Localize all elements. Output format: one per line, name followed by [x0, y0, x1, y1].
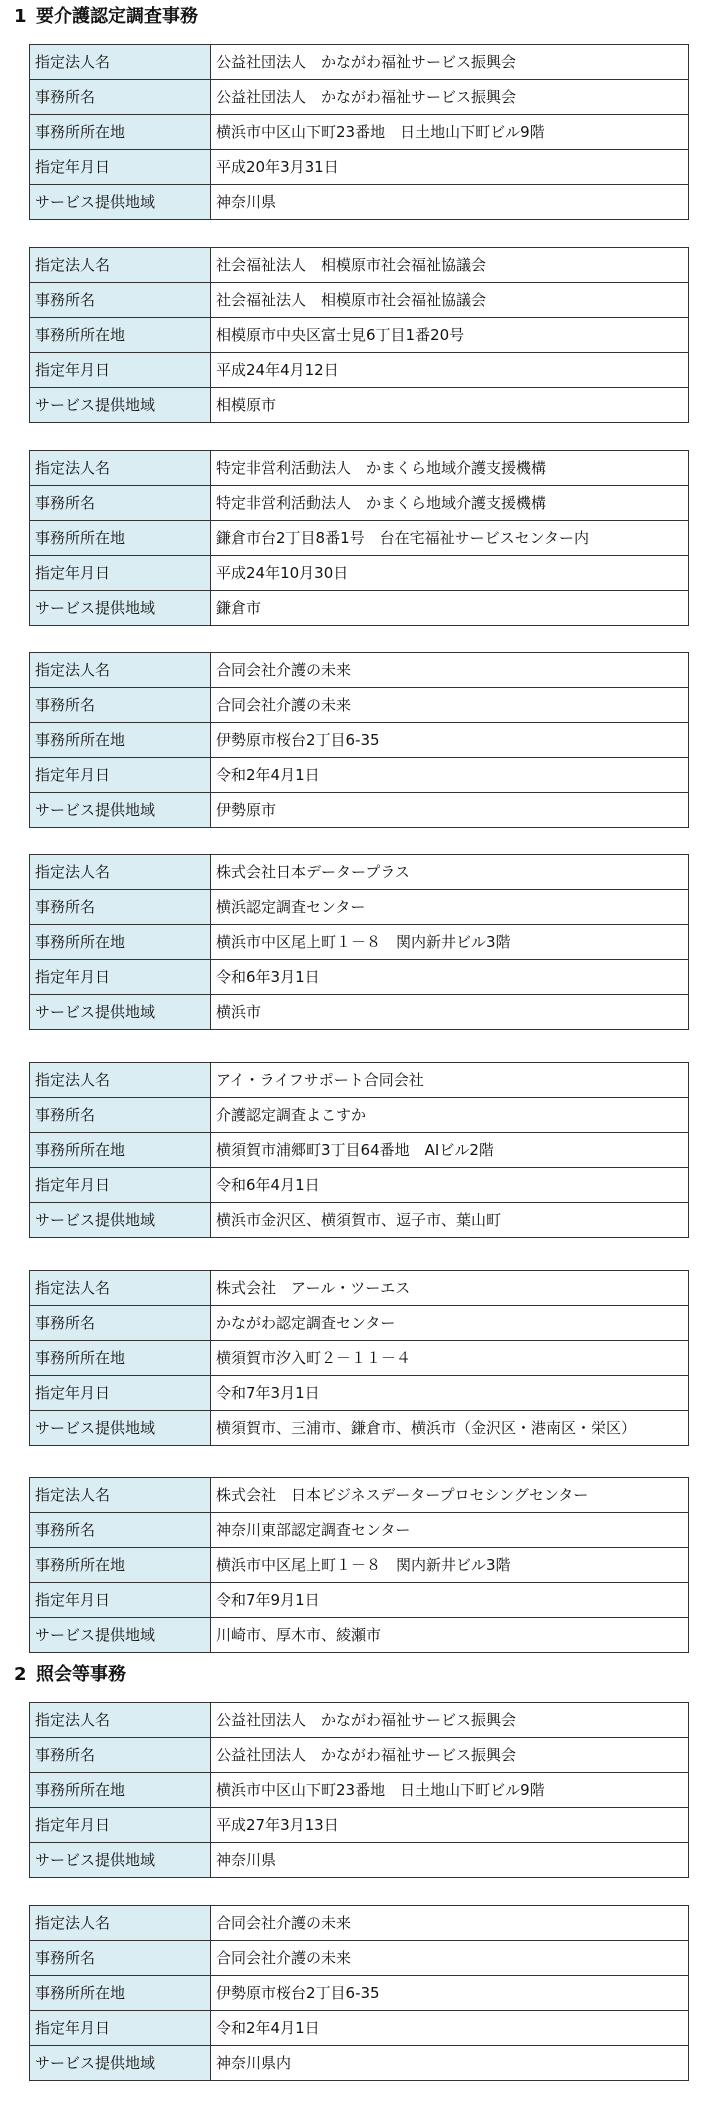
- field-value: 横浜市中区尾上町１－８ 関内新井ビル3階: [211, 925, 689, 960]
- field-label: 事務所名: [30, 688, 211, 723]
- table-row: [30, 1548, 689, 1583]
- field-label: サービス提供地域: [30, 1203, 211, 1238]
- field-value: 伊勢原市桜台2丁目6-35: [211, 1976, 689, 2011]
- field-label: サービス提供地域: [30, 185, 211, 220]
- field-label: 指定年月日: [30, 1376, 211, 1411]
- section-number: 1: [14, 6, 27, 27]
- field-value: 令和2年4月1日: [211, 2011, 689, 2046]
- field-label: サービス提供地域: [30, 1618, 211, 1653]
- field-label: 指定年月日: [30, 960, 211, 995]
- field-value: 令和6年4月1日: [211, 1168, 689, 1203]
- field-label: 指定年月日: [30, 556, 211, 591]
- field-value: 平成24年4月12日: [211, 353, 689, 388]
- table-row: [30, 1168, 689, 1203]
- provider-table: [29, 1062, 689, 1238]
- field-label: 指定年月日: [30, 1168, 211, 1203]
- table-row: [30, 1583, 689, 1618]
- field-value: 平成20年3月31日: [211, 150, 689, 185]
- table-row: [30, 248, 689, 283]
- field-label: 指定法人名: [30, 855, 211, 890]
- table-row: [30, 1703, 689, 1738]
- field-label: 事務所所在地: [30, 318, 211, 353]
- field-value: 令和7年9月1日: [211, 1583, 689, 1618]
- table-row: [30, 995, 689, 1030]
- field-label: 指定年月日: [30, 758, 211, 793]
- table-row: [30, 1941, 689, 1976]
- field-value: 伊勢原市桜台2丁目6-35: [211, 723, 689, 758]
- provider-table: [29, 854, 689, 1030]
- field-value: 横浜市金沢区、横須賀市、逗子市、葉山町: [211, 1203, 689, 1238]
- section-title-text: 要介護認定調査事務: [36, 6, 198, 27]
- table-row: [30, 653, 689, 688]
- table-row: [30, 960, 689, 995]
- table-row: [30, 1306, 689, 1341]
- field-label: 指定法人名: [30, 451, 211, 486]
- field-value: 令和7年3月1日: [211, 1376, 689, 1411]
- field-value: 伊勢原市: [211, 793, 689, 828]
- field-value: 特定非営利活動法人 かまくら地域介護支援機構: [211, 451, 689, 486]
- table-row: [30, 115, 689, 150]
- field-label: サービス提供地域: [30, 2046, 211, 2081]
- table-row: [30, 1906, 689, 1941]
- field-label: サービス提供地域: [30, 793, 211, 828]
- table-row: [30, 451, 689, 486]
- table-row: [30, 80, 689, 115]
- field-label: 指定法人名: [30, 1703, 211, 1738]
- field-value: 鎌倉市: [211, 591, 689, 626]
- field-label: 指定法人名: [30, 248, 211, 283]
- field-label: 事務所所在地: [30, 1341, 211, 1376]
- field-value: 横浜市中区山下町23番地 日土地山下町ビル9階: [211, 1773, 689, 1808]
- field-value: かながわ認定調査センター: [211, 1306, 689, 1341]
- field-value: 横浜認定調査センター: [211, 890, 689, 925]
- field-label: 指定年月日: [30, 1808, 211, 1843]
- field-label: 事務所所在地: [30, 1773, 211, 1808]
- table-row: [30, 1063, 689, 1098]
- field-label: 事務所所在地: [30, 1548, 211, 1583]
- field-value: 令和2年4月1日: [211, 758, 689, 793]
- field-value: 公益社団法人 かながわ福祉サービス振興会: [211, 80, 689, 115]
- table-row: [30, 1513, 689, 1548]
- field-label: サービス提供地域: [30, 995, 211, 1030]
- section-title-text: 照会等事務: [36, 1664, 126, 1685]
- field-value: 合同会社介護の未来: [211, 688, 689, 723]
- field-label: 事務所名: [30, 283, 211, 318]
- field-label: 事務所名: [30, 1098, 211, 1133]
- field-value: 神奈川県: [211, 185, 689, 220]
- field-label: 事務所所在地: [30, 1976, 211, 2011]
- field-value: 株式会社 日本ビジネスデータープロセシングセンター: [211, 1478, 689, 1513]
- table-row: [30, 1976, 689, 2011]
- table-row: [30, 1203, 689, 1238]
- field-value: 相模原市中央区富士見6丁目1番20号: [211, 318, 689, 353]
- field-label: 事務所名: [30, 890, 211, 925]
- field-label: サービス提供地域: [30, 1411, 211, 1446]
- field-value: 株式会社日本データープラス: [211, 855, 689, 890]
- table-row: [30, 2011, 689, 2046]
- table-row: [30, 353, 689, 388]
- table-row: [30, 1376, 689, 1411]
- field-label: 事務所所在地: [30, 925, 211, 960]
- field-value: アイ・ライフサポート合同会社: [211, 1063, 689, 1098]
- field-label: 指定法人名: [30, 45, 211, 80]
- field-value: 相模原市: [211, 388, 689, 423]
- field-value: 神奈川東部認定調査センター: [211, 1513, 689, 1548]
- table-row: [30, 591, 689, 626]
- field-value: 社会福祉法人 相模原市社会福祉協議会: [211, 248, 689, 283]
- field-label: 事務所名: [30, 80, 211, 115]
- field-label: 事務所所在地: [30, 1133, 211, 1168]
- field-label: 事務所所在地: [30, 115, 211, 150]
- field-label: 事務所名: [30, 1306, 211, 1341]
- field-value: 横須賀市、三浦市、鎌倉市、横浜市（金沢区・港南区・栄区）: [211, 1411, 689, 1446]
- table-row: [30, 1133, 689, 1168]
- field-value: 神奈川県: [211, 1843, 689, 1878]
- table-row: [30, 1808, 689, 1843]
- table-row: [30, 1411, 689, 1446]
- field-label: サービス提供地域: [30, 1843, 211, 1878]
- table-row: [30, 758, 689, 793]
- field-value: 川崎市、厚木市、綾瀬市: [211, 1618, 689, 1653]
- table-row: [30, 521, 689, 556]
- field-value: 合同会社介護の未来: [211, 1941, 689, 1976]
- table-row: [30, 283, 689, 318]
- provider-table: [29, 1477, 689, 1653]
- table-row: [30, 318, 689, 353]
- section-title: [14, 1664, 698, 1686]
- table-row: [30, 855, 689, 890]
- field-label: 事務所名: [30, 1513, 211, 1548]
- field-label: 指定法人名: [30, 1478, 211, 1513]
- table-row: [30, 723, 689, 758]
- table-row: [30, 556, 689, 591]
- field-value: 公益社団法人 かながわ福祉サービス振興会: [211, 1738, 689, 1773]
- field-value: 公益社団法人 かながわ福祉サービス振興会: [211, 45, 689, 80]
- field-label: 事務所所在地: [30, 723, 211, 758]
- table-row: [30, 1271, 689, 1306]
- field-label: 指定法人名: [30, 653, 211, 688]
- field-value: 横須賀市浦郷町3丁目64番地 AIビル2階: [211, 1133, 689, 1168]
- provider-table: [29, 44, 689, 220]
- field-value: 社会福祉法人 相模原市社会福祉協議会: [211, 283, 689, 318]
- table-row: [30, 890, 689, 925]
- field-label: 事務所名: [30, 1941, 211, 1976]
- field-value: 介護認定調査よこすか: [211, 1098, 689, 1133]
- table-row: [30, 925, 689, 960]
- field-value: 株式会社 アール・ツーエス: [211, 1271, 689, 1306]
- table-row: [30, 688, 689, 723]
- field-label: 指定年月日: [30, 353, 211, 388]
- field-label: 指定法人名: [30, 1271, 211, 1306]
- section-title: [14, 6, 698, 28]
- table-row: [30, 1478, 689, 1513]
- field-label: 指定法人名: [30, 1063, 211, 1098]
- field-label: 事務所所在地: [30, 521, 211, 556]
- field-label: 指定年月日: [30, 2011, 211, 2046]
- field-value: 神奈川県内: [211, 2046, 689, 2081]
- table-row: [30, 1773, 689, 1808]
- provider-table: [29, 1702, 689, 1878]
- field-label: 事務所名: [30, 486, 211, 521]
- table-row: [30, 486, 689, 521]
- table-row: [30, 150, 689, 185]
- field-value: 合同会社介護の未来: [211, 653, 689, 688]
- field-label: サービス提供地域: [30, 388, 211, 423]
- provider-table: [29, 1270, 689, 1446]
- table-row: [30, 793, 689, 828]
- table-row: [30, 1843, 689, 1878]
- field-value: 公益社団法人 かながわ福祉サービス振興会: [211, 1703, 689, 1738]
- table-row: [30, 1341, 689, 1376]
- table-row: [30, 388, 689, 423]
- field-value: 横浜市中区尾上町１－８ 関内新井ビル3階: [211, 1548, 689, 1583]
- field-value: 横浜市中区山下町23番地 日土地山下町ビル9階: [211, 115, 689, 150]
- table-row: [30, 1098, 689, 1133]
- table-row: [30, 1738, 689, 1773]
- field-value: 特定非営利活動法人 かまくら地域介護支援機構: [211, 486, 689, 521]
- provider-table: [29, 450, 689, 626]
- table-row: [30, 2046, 689, 2081]
- table-row: [30, 185, 689, 220]
- section-number: 2: [14, 1664, 27, 1685]
- field-value: 平成27年3月13日: [211, 1808, 689, 1843]
- field-value: 合同会社介護の未来: [211, 1906, 689, 1941]
- field-value: 令和6年3月1日: [211, 960, 689, 995]
- table-row: [30, 1618, 689, 1653]
- provider-table: [29, 247, 689, 423]
- field-label: 事務所名: [30, 1738, 211, 1773]
- field-label: 指定年月日: [30, 1583, 211, 1618]
- field-value: 横須賀市汐入町２－１１－４: [211, 1341, 689, 1376]
- field-value: 鎌倉市台2丁目8番1号 台在宅福祉サービスセンター内: [211, 521, 689, 556]
- field-value: 平成24年10月30日: [211, 556, 689, 591]
- field-label: 指定法人名: [30, 1906, 211, 1941]
- provider-table: [29, 652, 689, 828]
- provider-table: [29, 1905, 689, 2081]
- field-label: 指定年月日: [30, 150, 211, 185]
- table-row: [30, 45, 689, 80]
- field-label: サービス提供地域: [30, 591, 211, 626]
- field-value: 横浜市: [211, 995, 689, 1030]
